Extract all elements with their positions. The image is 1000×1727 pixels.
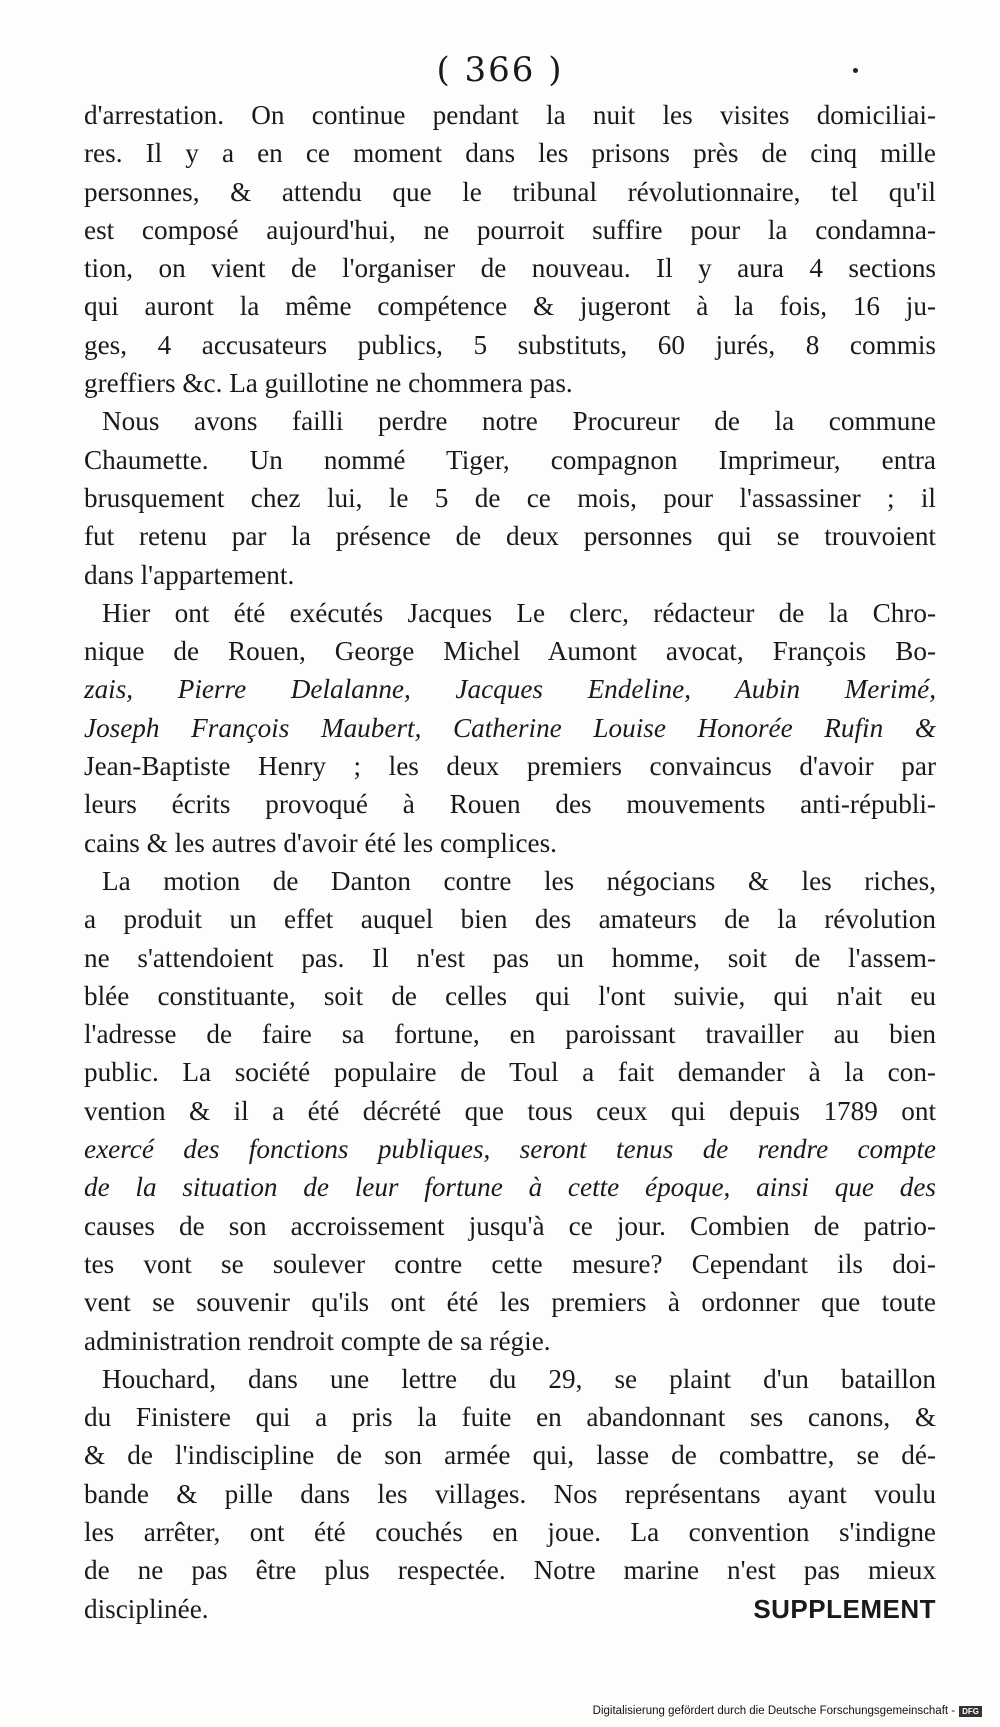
text-line: Houchard, dans une lettre du 29, se plaint d'un bataillon [102,1363,936,1394]
text-line: cains & les autres d'avoir été les complices. [84,827,557,858]
text-line: exercé des fonctions publiques, seront tenus de rendre compte [84,1134,936,1165]
text-line: Hier ont été exécutés Jacques Le clerc, rédacteur de la Chro- [102,597,936,628]
text-line: les arrêter, ont été couchés en joue. La convention s'indigne [84,1516,936,1547]
text-line: vent se souvenir qu'ils ont été les premiers à ordonner que toute [84,1287,936,1318]
ink-dot [853,68,858,73]
dfg-logo: DFG [959,1706,982,1717]
text-line: dans l'appartement. [84,559,295,590]
catchword: SUPPLEMENT [753,1593,936,1624]
text-line: a produit un effet auquel bien des amateurs de la révolution [84,904,936,935]
text-line: brusquement chez lui, le 5 de ce mois, pour l'assassiner ; il [84,482,936,513]
digitization-footer [593,1705,982,1717]
text-line: zais, Pierre Delalanne, Jacques Endeline, Aubin Merimé, [84,674,936,705]
text-line: & de l'indiscipline de son armée qui, lasse de combattre, se dé- [84,1440,936,1471]
text-line: Chaumette. Un nommé Tiger, compagnon Imprimeur, entra [84,444,936,475]
text-line: leurs écrits provoqué à Rouen des mouvements anti-républi- [84,789,936,820]
text-line: tion, on vient de l'organiser de nouveau. Il y aura 4 sections [84,253,936,284]
text-line: disciplinée. [84,1593,209,1624]
text-line: de ne pas être plus respectée. Notre marine n'est pas mieux [84,1555,936,1586]
text-line: est composé aujourd'hui, ne pourroit suffire pour la condamna- [84,214,936,245]
text-line: La motion de Danton contre les négocians & les riches, [102,865,936,896]
page-number: ( 366 ) [436,50,564,90]
text-line: ne s'attendoient pas. Il n'est pas un homme, soit de l'assem- [84,942,936,973]
text-line: public. La société populaire de Toul a fait demander à la con- [84,1057,936,1088]
text-line: Jean-Baptiste Henry ; les deux premiers convaincus d'avoir par [84,751,936,782]
text-line: greffiers &c. La guillotine ne chommera pas. [84,368,573,399]
text-line: fut retenu par la présence de deux personnes qui se trouvoient [84,521,936,552]
text-line: Nous avons failli perdre notre Procureur de la commune [102,406,936,437]
body-text [84,96,936,1628]
text-line: causes de son accroissement jusqu'à ce jour. Combien de patrio- [84,1210,936,1241]
text-line: du Finistere qui a pris la fuite en abandonnant ses canons, & [84,1402,936,1433]
text-line: administration rendroit compte de sa régie. [84,1325,551,1356]
text-line: ges, 4 accusateurs publics, 5 substituts, 60 jurés, 8 commis [84,329,936,360]
text-line: vention & il a été décrété que tous ceux qui depuis 1789 ont [84,1095,936,1126]
text-line: blée constituante, soit de celles qui l'ont suivie, qui n'ait eu [84,980,936,1011]
text-line: l'adresse de faire sa fortune, en paroissant travailler au bien [84,1019,936,1050]
text-line: bande & pille dans les villages. Nos représentans ayant voulu [84,1478,936,1509]
footer-text: Digitalisierung gefördert durch die Deutsche Forschungsgemeinschaft - [592,1705,956,1717]
last-line-row [84,1590,936,1628]
text-line: nique de Rouen, George Michel Aumont avocat, François Bo- [84,636,936,667]
text-line: d'arrestation. On continue pendant la nuit les visites domiciliai- [84,100,936,130]
text-line: de la situation de leur fortune à cette époque, ainsi que des [84,1172,936,1203]
text-line: Joseph François Maubert, Catherine Louise Honorée Rufin & [84,712,936,743]
text-line: personnes, & attendu que le tribunal révolutionnaire, tel qu'il [84,176,936,207]
text-line: tes vont se soulever contre cette mesure? Cependant ils doi- [84,1248,936,1279]
text-line: res. Il y a en ce moment dans les prisons près de cinq mille [84,138,936,169]
text-line: qui auront la même compétence & jugeront à la fois, 16 ju- [84,291,936,322]
